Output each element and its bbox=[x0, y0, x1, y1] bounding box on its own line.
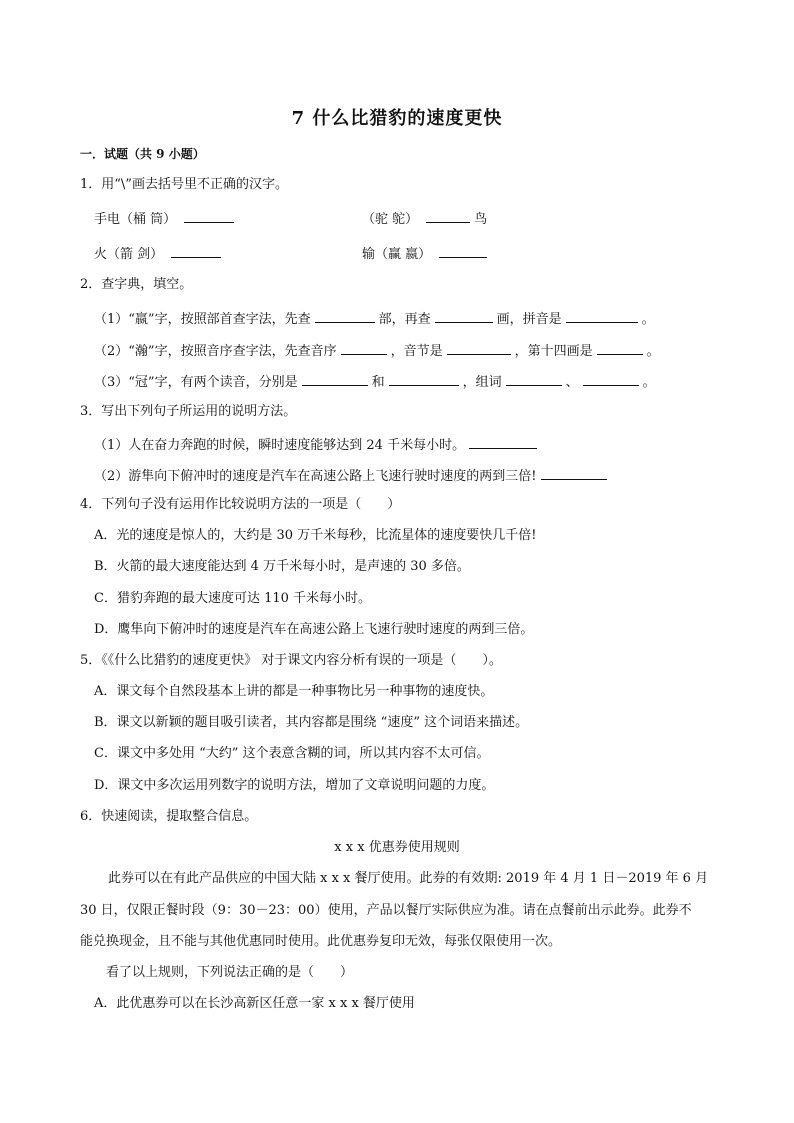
question-1-item bbox=[362, 243, 491, 264]
passage-title: x x x 优惠券使用规则 bbox=[334, 840, 460, 855]
item-text: 火（箭 剑） bbox=[94, 247, 164, 262]
question-3-stem: 3．写出下列句子所运用的说明方法。 bbox=[80, 404, 297, 419]
answer-blank[interactable] bbox=[541, 465, 607, 480]
line-text: 部，再查 bbox=[378, 312, 431, 327]
page-title: 7 什么比猎豹的速度更快 bbox=[291, 108, 503, 129]
question-2-line-3 bbox=[94, 371, 656, 392]
question-1-item bbox=[94, 208, 238, 229]
line-text: （1）“嬴”字，按照部首查字法，先查 bbox=[94, 312, 311, 327]
line-text: ，音节是 bbox=[390, 344, 443, 359]
passage-line: 能兑换现金，且不能与其他优惠同时使用。此优惠券复印无效，每张仅限使用一次。 bbox=[80, 934, 562, 949]
answer-blank[interactable] bbox=[447, 340, 511, 355]
question-1-item bbox=[362, 208, 487, 229]
line-text: ，组词 bbox=[462, 375, 502, 390]
line-text: 画，拼音是 bbox=[496, 312, 562, 327]
answer-blank[interactable] bbox=[302, 371, 368, 386]
answer-blank[interactable] bbox=[583, 371, 639, 386]
answer-blank[interactable] bbox=[469, 434, 537, 449]
question-1-stem: 1．用“\”画去括号里不正确的汉字。 bbox=[80, 177, 288, 192]
item-text: （驼 鸵） bbox=[362, 212, 419, 227]
line-text: （3）“冠”字，有两个读音，分别是 bbox=[94, 375, 298, 390]
passage-line: 此券可以在有此产品供应的中国大陆 x x x 餐厅使用。此券的有效期: 2019 年 4 月 1 日－2019 年 6 月 bbox=[108, 871, 709, 886]
answer-blank[interactable] bbox=[389, 371, 459, 386]
question-5-option-d[interactable]: D．课文中多次运用列数字的说明方法，增加了文章说明问题的力度。 bbox=[94, 778, 495, 793]
line-text: ，第十四画是 bbox=[514, 344, 593, 359]
answer-blank[interactable] bbox=[315, 308, 375, 323]
answer-blank[interactable] bbox=[435, 308, 493, 323]
question-3-item bbox=[94, 465, 611, 486]
line-text: 。 bbox=[646, 344, 660, 359]
answer-blank[interactable] bbox=[597, 340, 643, 355]
question-2-stem: 2．查字典，填空。 bbox=[80, 277, 193, 292]
question-2-line-2 bbox=[94, 340, 660, 361]
question-5-option-c[interactable]: C．课文中多处用 “大约” 这个表意含糊的词，所以其内容不太可信。 bbox=[94, 746, 490, 761]
item-suffix: 鸟 bbox=[474, 212, 488, 227]
item-text: （1）人在奋力奔跑的时候，瞬时速度能够达到 24 千米每小时。 bbox=[94, 438, 466, 453]
item-text: 输（赢 嬴） bbox=[362, 247, 432, 262]
line-text: （2）“瀚”字，按照音序查字法，先查音序 bbox=[94, 344, 337, 359]
question-3-item bbox=[94, 434, 541, 455]
answer-blank[interactable] bbox=[566, 308, 638, 323]
item-text: 手电（桶 筒） bbox=[94, 212, 177, 227]
question-5-option-a[interactable]: A．课文每个自然段基本上讲的都是一种事物比另一种事物的速度快。 bbox=[94, 684, 494, 699]
question-5-option-b[interactable]: B．课文以新颖的题目吸引读者，其内容都是围绕 “速度” 这个词语来描述。 bbox=[94, 715, 529, 730]
question-6-stem: 6．快速阅读，提取整合信息。 bbox=[80, 809, 258, 824]
passage-line: 30 日，仅限正餐时段（9：30－23：00）使用，产品以餐厅实际供应为准。请在点餐前出示此券。此券不 bbox=[80, 903, 692, 918]
question-4-option-a[interactable]: A．光的速度是惊人的，大约是 30 万千米每秒，比流星体的速度要快几千倍! bbox=[94, 528, 537, 543]
question-1-item bbox=[94, 243, 225, 264]
section-heading: 一．试题（共 9 小题） bbox=[80, 147, 205, 161]
item-text: （2）游隼向下俯冲时的速度是汽车在高速公路上飞速行驶时速度的两到三倍! bbox=[94, 469, 537, 484]
answer-blank[interactable] bbox=[439, 243, 487, 258]
question-4-stem: 4．下列句子没有运用作比较说明方法的一项是（ ） bbox=[80, 497, 401, 512]
answer-blank[interactable] bbox=[426, 208, 470, 223]
line-text: 。 bbox=[642, 375, 656, 390]
line-text: 、 bbox=[565, 375, 579, 390]
answer-blank[interactable] bbox=[184, 208, 234, 223]
question-4-option-b[interactable]: B．火箭的最大速度能达到 4 万千米每小时，是声速的 30 多倍。 bbox=[94, 559, 470, 574]
question-6-prompt: 看了以上规则，下列说法正确的是（ ） bbox=[106, 965, 354, 980]
question-2-line-1 bbox=[94, 308, 655, 329]
line-text: 和 bbox=[371, 375, 385, 390]
answer-blank[interactable] bbox=[506, 371, 562, 386]
question-4-option-c[interactable]: C．猎豹奔跑的最大速度可达 110 千米每小时。 bbox=[94, 591, 372, 606]
line-text: 。 bbox=[641, 312, 655, 327]
answer-blank[interactable] bbox=[171, 243, 221, 258]
question-4-option-d[interactable]: D．鹰隼向下俯冲时的速度是汽车在高速公路上飞速行驶时速度的两到三倍。 bbox=[94, 622, 534, 637]
question-5-stem: 5．《《什么比猎豹的速度更快》 对于课文内容分析有误的一项是（ ）。 bbox=[80, 653, 502, 668]
question-6-option-a[interactable]: A．此优惠券可以在长沙高新区任意一家 x x x 餐厅使用 bbox=[94, 996, 415, 1011]
answer-blank[interactable] bbox=[341, 340, 387, 355]
